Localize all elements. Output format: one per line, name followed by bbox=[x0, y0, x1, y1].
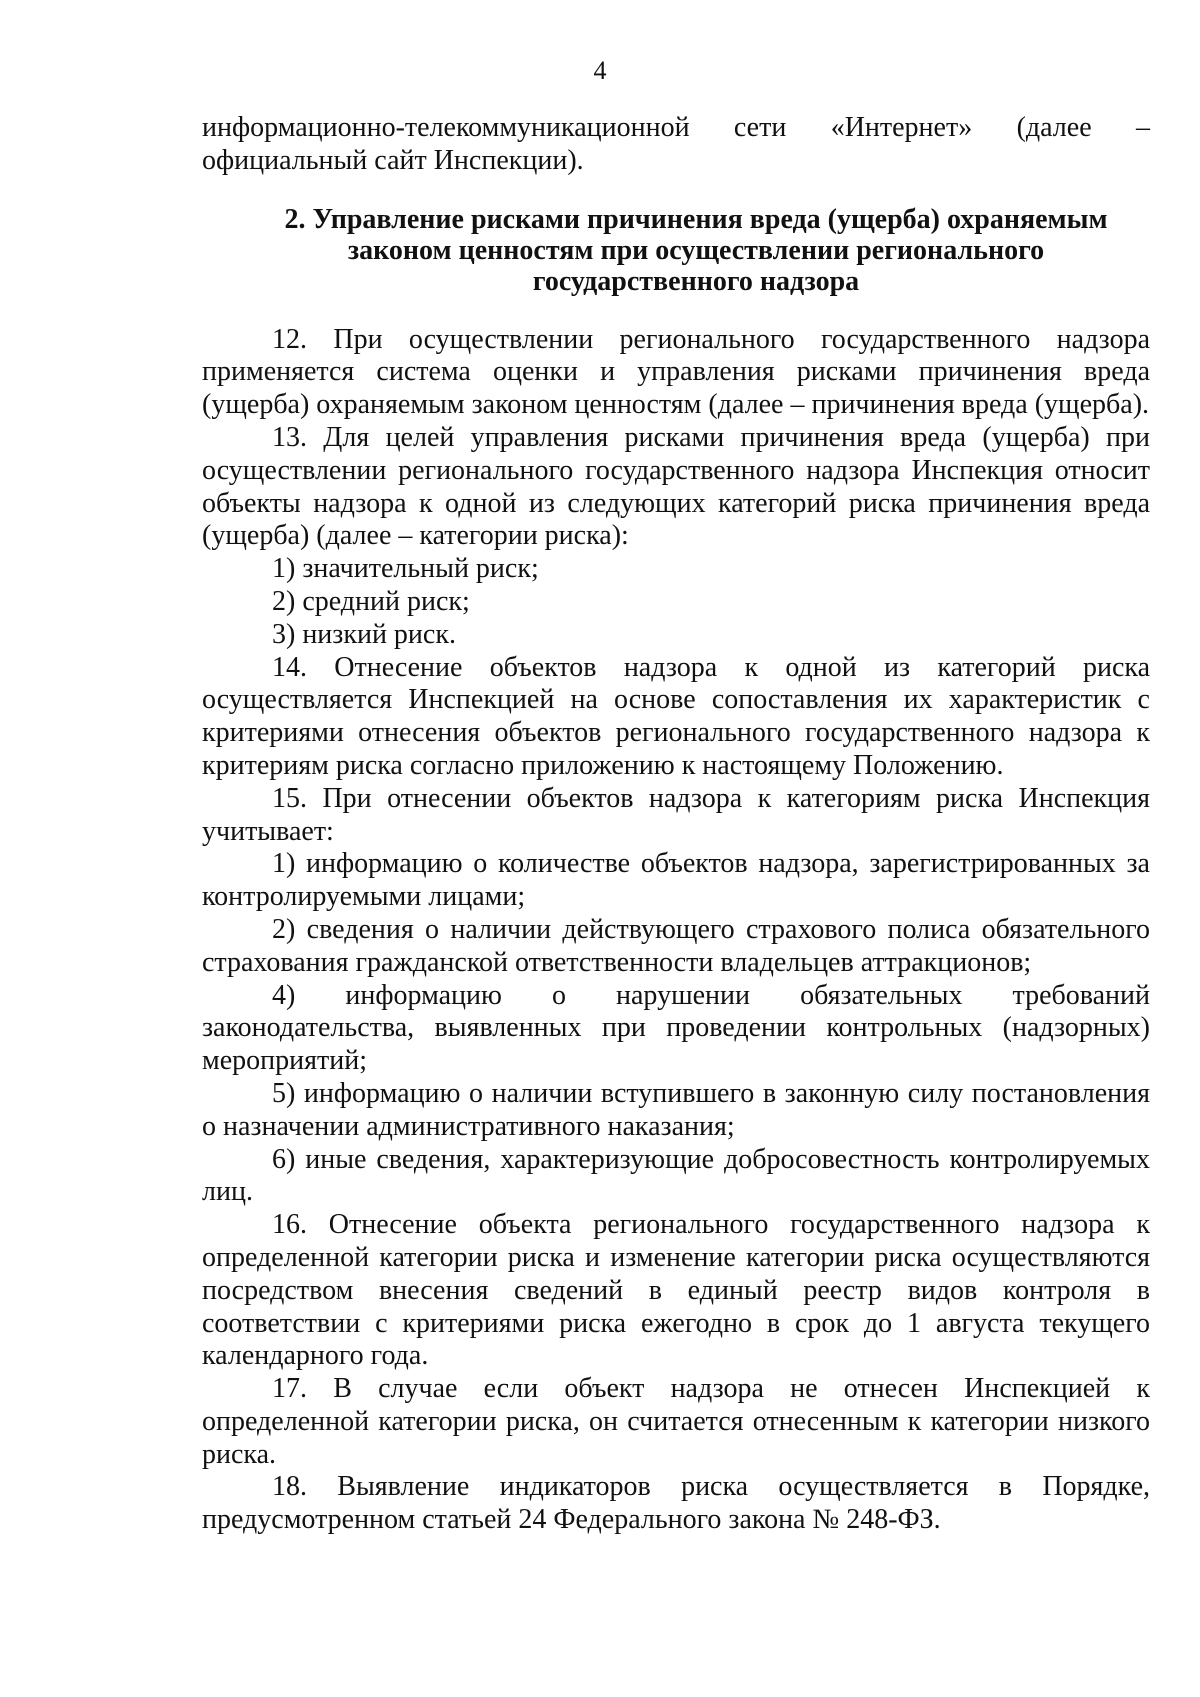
list-item-13-1: 1) значительный риск; bbox=[272, 553, 539, 585]
paragraph-12: 12. При осуществлении регионального государственного надзора применяется система оценки и управления рисками причинения вреда (ущерба) охраняемым законом ценностям (далее – причинения вреда (ущерба). bbox=[202, 323, 1150, 421]
list-item-15-5: 5) информацию о наличии вступившего в законную силу постановления о назначении административного наказания; bbox=[202, 1077, 1150, 1142]
paragraph-14: 14. Отнесение объектов надзора к одной из категорий риска осуществляется Инспекцией на основе сопоставления их характеристик с критериями отнесения объектов регионального государственного надзора к критериям риска согласно приложению к настоящему Положению. bbox=[202, 651, 1150, 781]
intro-line-1: информационно-телекоммуникационной сети «Интернет» (далее – bbox=[202, 112, 1150, 143]
intro-line-2: официальный сайт Инспекции). bbox=[202, 144, 584, 176]
document-body bbox=[202, 112, 1150, 1537]
paragraph-17: 17. В случае если объект надзора не отнесен Инспекцией к определенной категории риска, он считается отнесенным к категории низкого риска. bbox=[202, 1373, 1150, 1470]
paragraph-13: 13. Для целей управления рисками причинения вреда (ущерба) при осуществлении регионального государственного надзора Инспекция относит объекты надзора к одной из следующих категорий риска причинения вреда (ущерба) (далее – категории риска): bbox=[202, 421, 1150, 552]
list-item-15-4: 4) информацию о нарушении обязательных требований законодательства, выявленных при проведении контрольных (надзорных) мероприятий; bbox=[202, 979, 1150, 1077]
section-title-line-1: 2. Управление рисками причинения вреда (ущерба) охраняемым bbox=[284, 203, 1108, 235]
list-item-15-1: 1) информацию о количестве объектов надзора, зарегистрированных за контролируемыми лицами; bbox=[202, 848, 1150, 913]
paragraph-15: 15. При отнесении объектов надзора к категориям риска Инспекция учитывает: bbox=[202, 782, 1150, 847]
section-title-line-3: государственного надзора bbox=[532, 265, 860, 297]
section-title-line-2: законом ценностям при осуществлении регионального bbox=[347, 234, 1045, 266]
paragraph-18: 18. Выявление индикаторов риска осуществляется в Порядке, предусмотренном статьей 24 Федерального закона № 248-ФЗ. bbox=[202, 1471, 1150, 1536]
list-item-13-2: 2) средний риск; bbox=[272, 585, 470, 617]
section-title bbox=[202, 204, 1150, 297]
list-item-13-3: 3) низкий риск. bbox=[272, 618, 456, 650]
list-item-15-2: 2) сведения о наличии действующего страхового полиса обязательного страхования гражданской ответственности владельцев аттракционов; bbox=[202, 913, 1150, 978]
page-number: 4 bbox=[593, 56, 607, 85]
list-item-15-6: 6) иные сведения, характеризующие добросовестность контролируемых лиц. bbox=[202, 1143, 1150, 1208]
paragraph-16: 16. Отнесение объекта регионального государственного надзора к определенной категории риска и изменение категории риска осуществляются посредством внесения сведений в единый реестр видов контроля в соответствии с критериями риска ежегодно в срок до 1 августа текущего календарного года. bbox=[202, 1209, 1150, 1372]
